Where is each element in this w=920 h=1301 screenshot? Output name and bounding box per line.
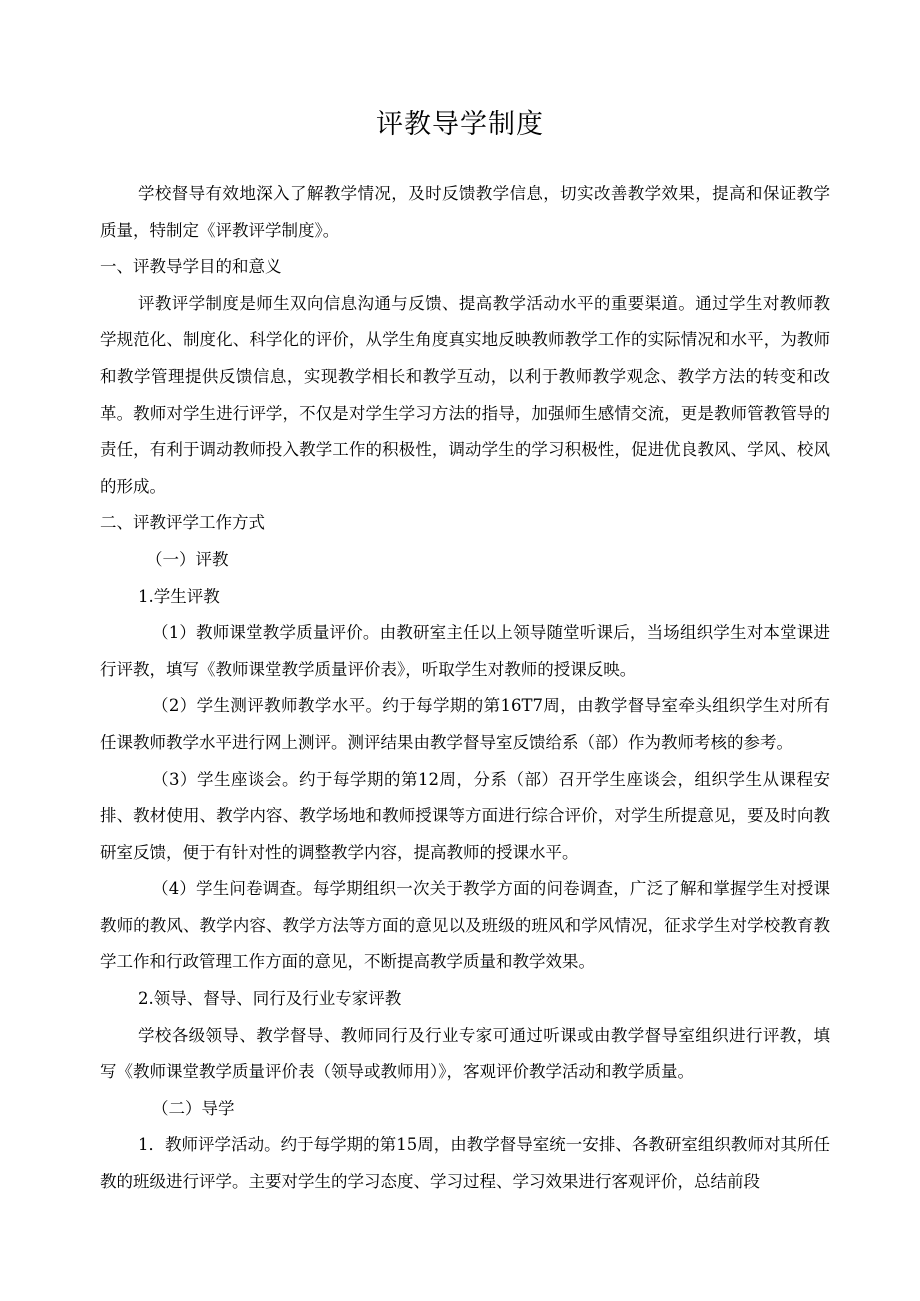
item-heading-student-evaluation: 1.学生评教 <box>138 586 220 606</box>
teacher-evaluation-paragraph: 1．教师评学活动。约于每学期的第15周，由教学督导室统一安排、各教研室组织教师对其所任教的班级进行评学。主要对学生的学习态度、学习过程、学习效果进行客观评价，总结前段 <box>100 1135 830 1192</box>
intro-paragraph: 学校督导有效地深入了解教学情况，及时反馈教学信息，切实改善教学效果，提高和保证教学质量，特制定《评教评学制度》。 <box>100 184 830 240</box>
leader-evaluation-paragraph: 学校各级领导、教学督导、教师同行及行业专家可通过听课或由教学督导室组织进行评教，填写《教师课堂教学质量评价表（领导或教师用）》，客观评价教学活动和教学质量。 <box>100 1025 830 1082</box>
list-item-3: （3）学生座谈会。约于每学期的第12周，分系（部）召开学生座谈会，组织学生从课程安排、教材使用、教学内容、教学场地和教师授课等方面进行综合评价，对学生所提意见，要及时向教研室反馈，便于有针对性的调整教学内容，提高教师的授课水平。 <box>100 769 830 862</box>
section-heading-2: 二、评教评学工作方式 <box>100 513 265 533</box>
subsection-heading-evaluation: （一）评教 <box>146 549 229 569</box>
page-title: 评教导学制度 <box>376 109 544 140</box>
list-item-4: （4）学生问卷调查。每学期组织一次关于教学方面的问卷调查，广泛了解和掌握学生对授课教师的教风、教学内容、教学方法等方面的意见以及班级的班风和学风情况，征求学生对学校教育教学工作和行政管理工作方面的意见，不断提高教学质量和教学效果。 <box>100 879 830 972</box>
list-item-1: （1）教师课堂教学质量评价。由教研室主任以上领导随堂听课后，当场组织学生对本堂课进行评教，填写《教师课堂教学质量评价表》，听取学生对教师的授课反映。 <box>100 623 830 679</box>
list-item-2: （2）学生测评教师教学水平。约于每学期的第16T7周，由教学督导室牵头组织学生对所有任课教师教学水平进行网上测评。测评结果由教学督导室反馈给系（部）作为教师考核的参考。 <box>100 696 830 752</box>
item-heading-leader-evaluation: 2.领导、督导、同行及行业专家评教 <box>138 989 402 1009</box>
subsection-heading-guidance: （二）导学 <box>152 1098 235 1118</box>
section-heading-1: 一、评教导学目的和意义 <box>100 257 282 277</box>
document-body <box>100 176 830 1201</box>
purpose-paragraph: 评教评学制度是师生双向信息沟通与反馈、提高教学活动水平的重要渠道。通过学生对教师教学规范化、制度化、科学化的评价，从学生角度真实地反映教师教学工作的实际情况和水平，为教师和教学管理提供反馈信息，实现教学相长和教学互动，以利于教师教学观念、教学方法的转变和改革。教师对学生进行评学，不仅是对学生学习方法的指导，加强师生感情交流，更是教师管教管导的责任，有利于调动教师投入教学工作的积极性，调动学生的学习积极性，促进优良教风、学风、校风的形成。 <box>100 293 830 496</box>
